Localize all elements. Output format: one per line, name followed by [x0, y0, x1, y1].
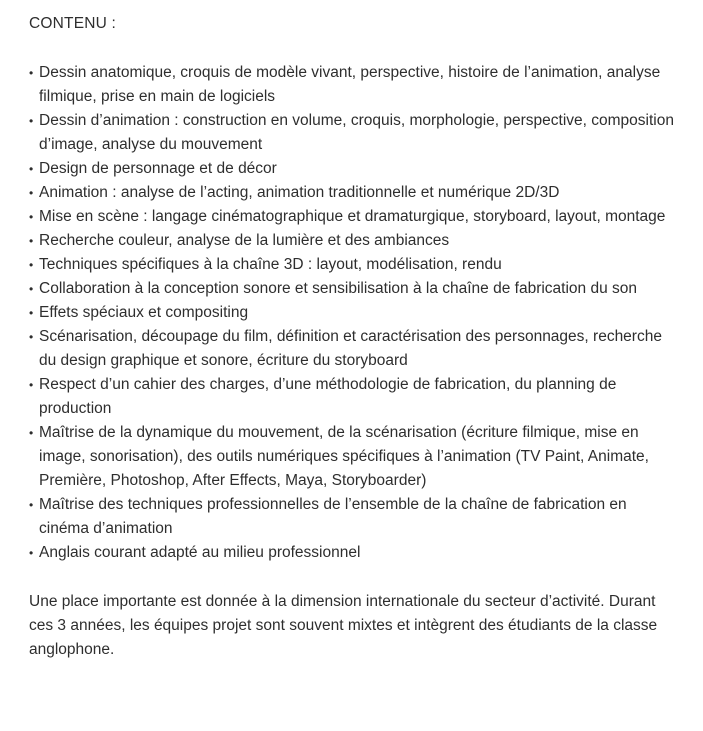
list-item-text: Mise en scène : langage cinématographique et dramaturgique, storyboard, layout, montage — [39, 208, 666, 225]
list-item — [29, 493, 677, 541]
closing-paragraph: Une place importante est donnée à la dimension internationale du secteur d’activité. Durant ces 3 années, les équipes projet sont souvent mixtes et intègrent des étudiants de la classe anglophone. — [29, 593, 658, 658]
list-item — [29, 301, 677, 325]
list-item — [29, 61, 677, 109]
list-item-text: Anglais courant adapté au milieu professionnel — [39, 544, 361, 561]
bullet-icon: • — [29, 546, 34, 560]
list-item — [29, 205, 677, 229]
list-item-text: Recherche couleur, analyse de la lumière et des ambiances — [39, 232, 450, 249]
list-item-text: Effets spéciaux et compositing — [39, 304, 249, 321]
bullet-icon: • — [29, 306, 34, 320]
bullet-icon: • — [29, 330, 34, 344]
list-item-text: Collaboration à la conception sonore et sensibilisation à la chaîne de fabrication du son — [39, 280, 637, 297]
content-list — [29, 61, 677, 565]
list-item-text: Design de personnage et de décor — [39, 160, 277, 177]
list-item-text: Maîtrise de la dynamique du mouvement, de la scénarisation (écriture filmique, mise en image, sonorisation), des outils numériques spécifiques à l’animation (TV Paint, Animate, Première, Photoshop, After Effects, Maya, Storyboarder) — [39, 424, 649, 489]
bullet-icon: • — [29, 258, 34, 272]
list-item-text: Dessin anatomique, croquis de modèle vivant, perspective, histoire de l’animation, analyse filmique, prise en main de logiciels — [39, 64, 661, 105]
bullet-icon: • — [29, 498, 34, 512]
list-item — [29, 157, 677, 181]
list-item — [29, 421, 677, 493]
bullet-icon: • — [29, 66, 34, 80]
list-item — [29, 373, 677, 421]
bullet-icon: • — [29, 162, 34, 176]
list-item — [29, 541, 677, 565]
list-item-text: Scénarisation, découpage du film, définition et caractérisation des personnages, recherche du design graphique et sonore, écriture du storyboard — [39, 328, 662, 369]
list-item-text: Techniques spécifiques à la chaîne 3D : layout, modélisation, rendu — [39, 256, 502, 273]
list-item — [29, 181, 677, 205]
bullet-icon: • — [29, 186, 34, 200]
section-heading: CONTENU : — [29, 15, 117, 32]
list-item-text: Animation : analyse de l’acting, animation traditionnelle et numérique 2D/3D — [39, 184, 560, 201]
bullet-icon: • — [29, 210, 34, 224]
bullet-icon: • — [29, 114, 34, 128]
list-item-text: Maîtrise des techniques professionnelles de l’ensemble de la chaîne de fabrication en cinéma d’animation — [39, 496, 627, 537]
list-item — [29, 325, 677, 373]
bullet-icon: • — [29, 378, 34, 392]
bullet-icon: • — [29, 426, 34, 440]
bullet-icon: • — [29, 282, 34, 296]
bullet-icon: • — [29, 234, 34, 248]
list-item — [29, 277, 677, 301]
list-item-text: Respect d’un cahier des charges, d’une méthodologie de fabrication, du planning de production — [39, 376, 617, 417]
list-item — [29, 229, 677, 253]
list-item — [29, 109, 677, 157]
list-item-text: Dessin d’animation : construction en volume, croquis, morphologie, perspective, composition d’image, analyse du mouvement — [39, 112, 674, 153]
list-item — [29, 253, 677, 277]
